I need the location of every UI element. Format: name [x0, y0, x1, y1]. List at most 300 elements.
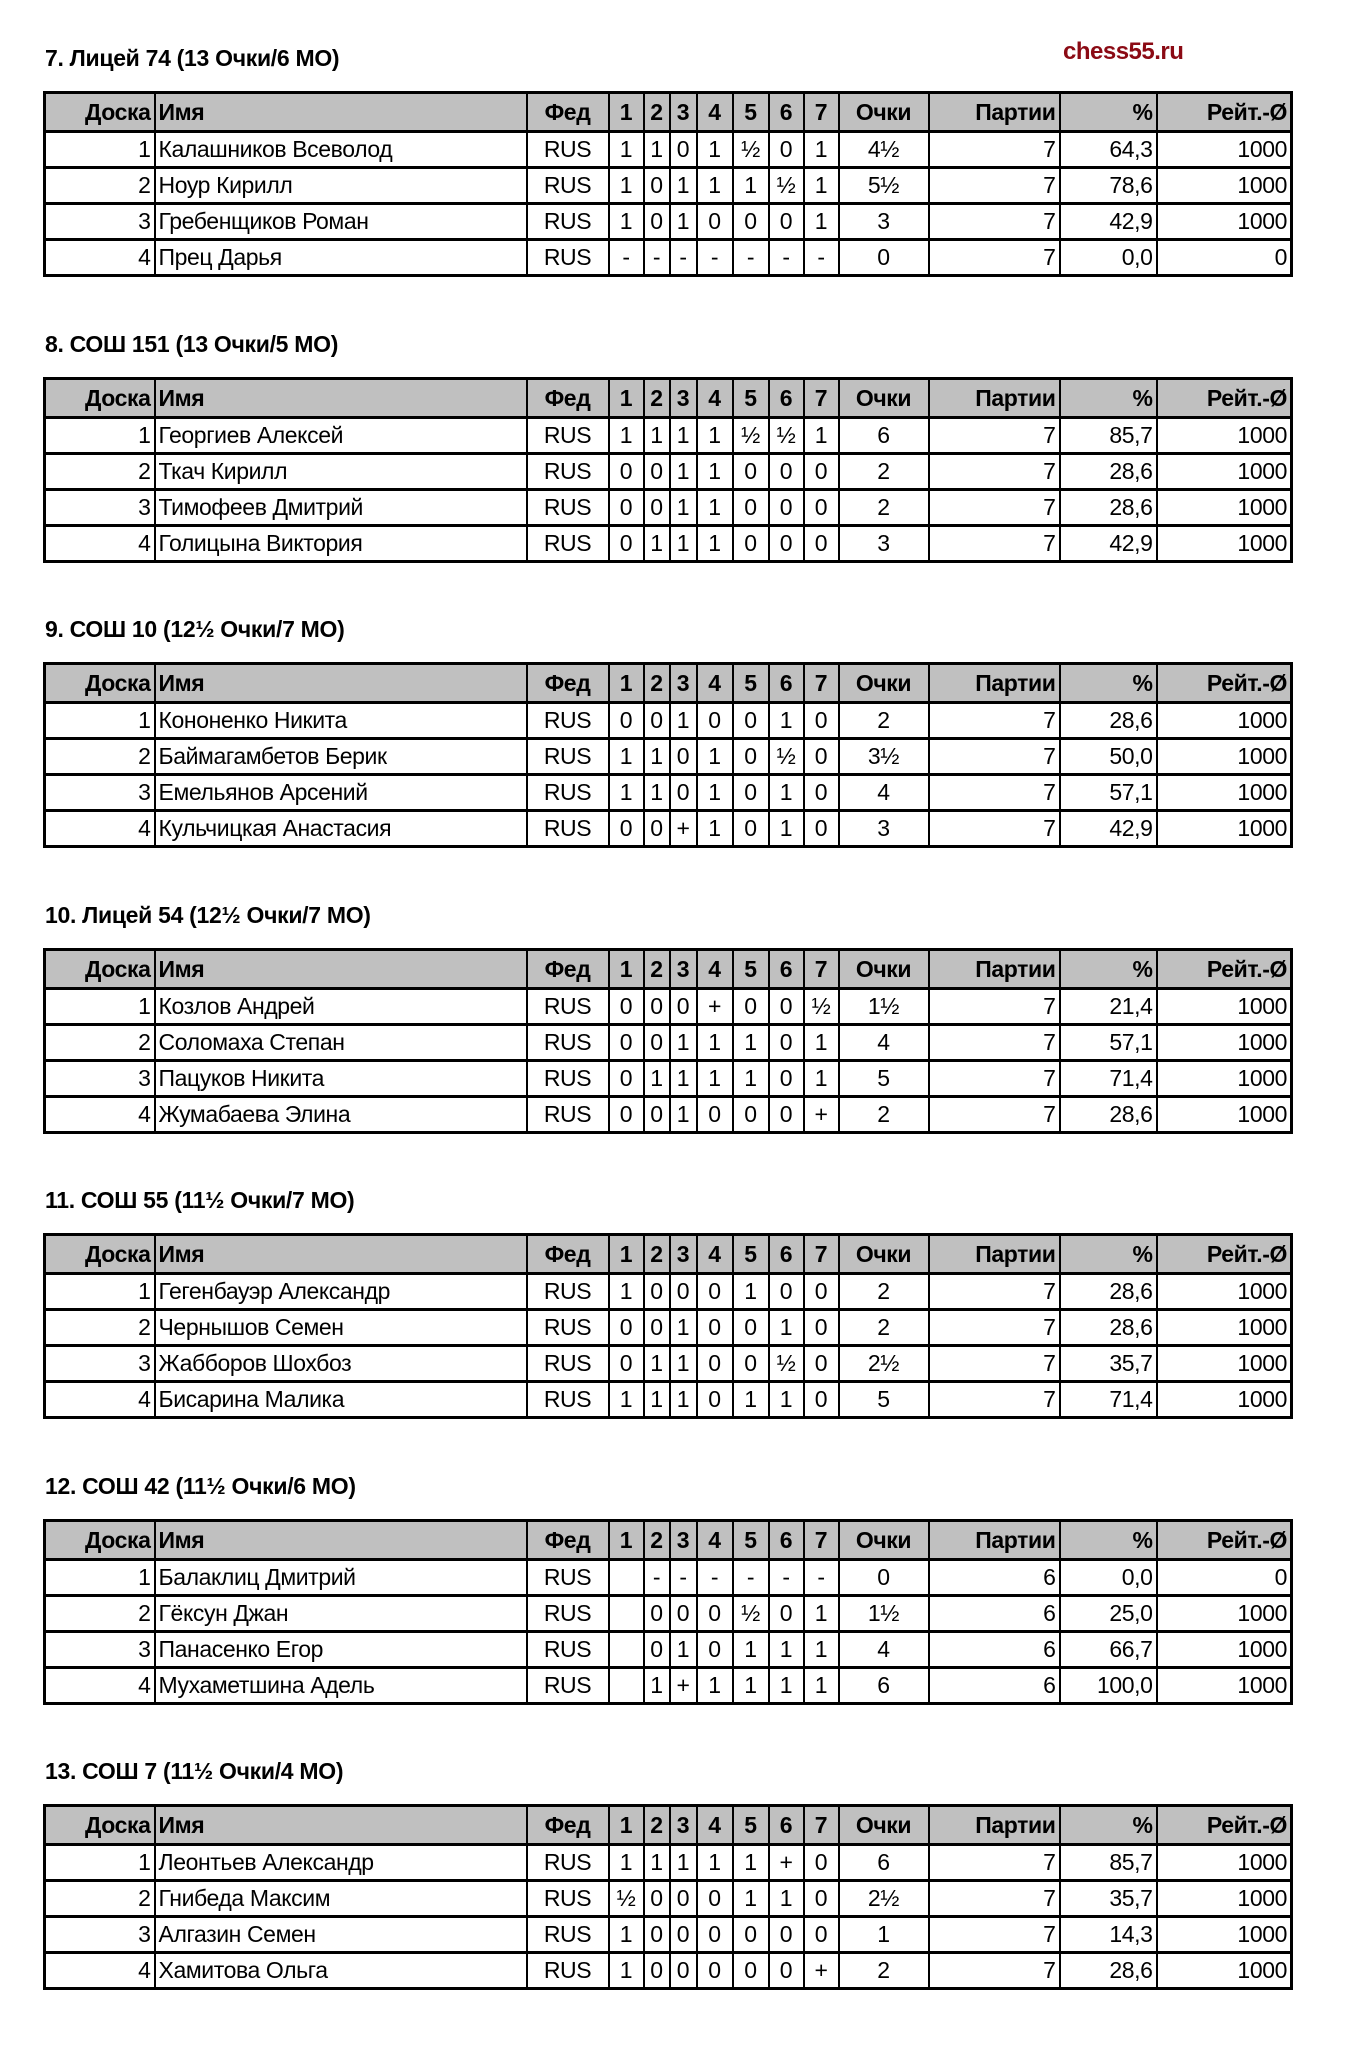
round-4-result-cell: 0	[697, 1274, 733, 1310]
round-5-result-cell: 0	[733, 775, 769, 811]
round-4-result-cell: 1	[697, 418, 733, 454]
round-7-result-cell: 1	[804, 204, 839, 240]
column-header-round-4: 4	[697, 379, 733, 418]
player-name-cell: Соломаха Степан	[155, 1025, 527, 1061]
player-name-cell: Кульчицкая Анастасия	[155, 811, 527, 847]
round-2-result-cell: 1	[644, 1845, 670, 1881]
round-4-result-cell: 0	[697, 1310, 733, 1346]
round-5-result-cell: 0	[733, 526, 769, 562]
percent-cell: 66,7	[1060, 1632, 1157, 1668]
round-7-result-cell: 0	[804, 490, 839, 526]
column-header-percent: %	[1060, 93, 1157, 132]
board-cell: 1	[45, 989, 155, 1025]
round-1-result-cell: 0	[609, 1025, 644, 1061]
column-header-round-5: 5	[733, 1806, 769, 1845]
games-cell: 6	[929, 1668, 1060, 1704]
column-header-round-5: 5	[733, 1235, 769, 1274]
column-header-round-6: 6	[769, 1521, 804, 1560]
table-header	[45, 93, 1292, 132]
round-7-result-cell: 0	[804, 1917, 839, 1953]
round-7-result-cell: 0	[804, 703, 839, 739]
round-6-result-cell: -	[769, 240, 804, 276]
table-body	[45, 132, 1292, 276]
round-1-result-cell	[609, 1632, 644, 1668]
round-2-result-cell: 1	[644, 775, 670, 811]
column-header-points: Очки	[839, 93, 929, 132]
column-header-round-5: 5	[733, 379, 769, 418]
column-header-round-3: 3	[670, 950, 697, 989]
column-header-round-4: 4	[697, 1806, 733, 1845]
federation-cell: RUS	[527, 1881, 609, 1917]
round-5-result-cell: 0	[733, 454, 769, 490]
column-header-name: Имя	[155, 664, 527, 703]
column-header-round-7: 7	[804, 950, 839, 989]
rating-avg-cell: 1000	[1157, 703, 1292, 739]
round-7-result-cell: 0	[804, 739, 839, 775]
round-2-result-cell: 0	[644, 454, 670, 490]
round-4-result-cell: 1	[697, 168, 733, 204]
percent-cell: 21,4	[1060, 989, 1157, 1025]
round-7-result-cell: 1	[804, 1668, 839, 1704]
table-row	[45, 454, 1292, 490]
federation-cell: RUS	[527, 703, 609, 739]
round-1-result-cell: 0	[609, 490, 644, 526]
games-cell: 7	[929, 1382, 1060, 1418]
board-cell: 3	[45, 1917, 155, 1953]
table-header	[45, 950, 1292, 989]
round-1-result-cell: 1	[609, 418, 644, 454]
round-1-result-cell	[609, 1560, 644, 1596]
table-row	[45, 204, 1292, 240]
board-cell: 2	[45, 1881, 155, 1917]
points-cell: 3½	[839, 739, 929, 775]
column-header-points: Очки	[839, 950, 929, 989]
table-row	[45, 1881, 1292, 1917]
games-cell: 6	[929, 1632, 1060, 1668]
team-title: 12. СОШ 42 (11½ Очки/6 МО)	[45, 1473, 356, 1499]
column-header-federation: Фед	[527, 950, 609, 989]
table-row	[45, 739, 1292, 775]
round-6-result-cell: 0	[769, 526, 804, 562]
board-cell: 1	[45, 418, 155, 454]
board-cell: 4	[45, 1953, 155, 1989]
column-header-round-3: 3	[670, 1521, 697, 1560]
federation-cell: RUS	[527, 775, 609, 811]
round-7-result-cell: 1	[804, 1632, 839, 1668]
rating-avg-cell: 0	[1157, 1560, 1292, 1596]
column-header-games: Партии	[929, 379, 1060, 418]
round-5-result-cell: ½	[733, 1596, 769, 1632]
round-1-result-cell: 1	[609, 1845, 644, 1881]
team-section	[0, 900, 1360, 1186]
column-header-federation: Фед	[527, 1806, 609, 1845]
rating-avg-cell: 1000	[1157, 1310, 1292, 1346]
round-1-result-cell: 0	[609, 1061, 644, 1097]
round-6-result-cell: 1	[769, 1310, 804, 1346]
round-7-result-cell: 1	[804, 418, 839, 454]
standings-table	[43, 377, 1293, 563]
round-5-result-cell: 0	[733, 1310, 769, 1346]
points-cell: 1½	[839, 1596, 929, 1632]
column-header-games: Партии	[929, 664, 1060, 703]
board-cell: 2	[45, 739, 155, 775]
team-section	[0, 43, 1360, 329]
federation-cell: RUS	[527, 811, 609, 847]
points-cell: 5	[839, 1061, 929, 1097]
round-3-result-cell: -	[670, 240, 697, 276]
round-5-result-cell: 0	[733, 1097, 769, 1133]
header-row	[45, 950, 1292, 989]
column-header-federation: Фед	[527, 379, 609, 418]
board-cell: 3	[45, 490, 155, 526]
federation-cell: RUS	[527, 204, 609, 240]
percent-cell: 50,0	[1060, 739, 1157, 775]
column-header-name: Имя	[155, 1235, 527, 1274]
table-header	[45, 664, 1292, 703]
table-header	[45, 1806, 1292, 1845]
points-cell: 2	[839, 490, 929, 526]
points-cell: 3	[839, 204, 929, 240]
round-4-result-cell: 1	[697, 811, 733, 847]
percent-cell: 71,4	[1060, 1382, 1157, 1418]
round-4-result-cell: 1	[697, 132, 733, 168]
round-3-result-cell: 0	[670, 775, 697, 811]
column-header-federation: Фед	[527, 664, 609, 703]
round-1-result-cell: 0	[609, 989, 644, 1025]
column-header-name: Имя	[155, 379, 527, 418]
round-5-result-cell: 1	[733, 1881, 769, 1917]
round-7-result-cell: 1	[804, 132, 839, 168]
round-4-result-cell: 1	[697, 1061, 733, 1097]
column-header-rating-avg: Рейт.-Ø	[1157, 950, 1292, 989]
round-2-result-cell: 0	[644, 989, 670, 1025]
round-1-result-cell: 1	[609, 132, 644, 168]
round-6-result-cell: ½	[769, 1346, 804, 1382]
player-name-cell: Ноур Кирилл	[155, 168, 527, 204]
team-section	[0, 329, 1360, 615]
column-header-rating-avg: Рейт.-Ø	[1157, 1235, 1292, 1274]
table-row	[45, 526, 1292, 562]
table-row	[45, 1382, 1292, 1418]
rating-avg-cell: 1000	[1157, 1346, 1292, 1382]
games-cell: 7	[929, 1845, 1060, 1881]
column-header-points: Очки	[839, 1806, 929, 1845]
round-2-result-cell: 0	[644, 1953, 670, 1989]
round-2-result-cell: 0	[644, 1025, 670, 1061]
percent-cell: 35,7	[1060, 1881, 1157, 1917]
round-3-result-cell: 0	[670, 1596, 697, 1632]
round-3-result-cell: 1	[670, 454, 697, 490]
round-4-result-cell: -	[697, 240, 733, 276]
round-7-result-cell: -	[804, 1560, 839, 1596]
games-cell: 7	[929, 1917, 1060, 1953]
games-cell: 6	[929, 1560, 1060, 1596]
federation-cell: RUS	[527, 526, 609, 562]
round-7-result-cell: 0	[804, 1274, 839, 1310]
board-cell: 3	[45, 204, 155, 240]
federation-cell: RUS	[527, 1346, 609, 1382]
percent-cell: 71,4	[1060, 1061, 1157, 1097]
column-header-round-4: 4	[697, 1521, 733, 1560]
round-3-result-cell: 1	[670, 1346, 697, 1382]
rating-avg-cell: 1000	[1157, 1025, 1292, 1061]
board-cell: 3	[45, 1346, 155, 1382]
column-header-board: Доска	[45, 379, 155, 418]
table-row	[45, 1274, 1292, 1310]
percent-cell: 42,9	[1060, 811, 1157, 847]
round-6-result-cell: 0	[769, 989, 804, 1025]
round-7-result-cell: 0	[804, 1881, 839, 1917]
round-7-result-cell: 0	[804, 775, 839, 811]
round-2-result-cell: 1	[644, 1061, 670, 1097]
team-section	[0, 614, 1360, 900]
round-3-result-cell: 1	[670, 1382, 697, 1418]
points-cell: 1	[839, 1917, 929, 1953]
round-2-result-cell: 1	[644, 418, 670, 454]
rating-avg-cell: 1000	[1157, 418, 1292, 454]
player-name-cell: Гнибеда Максим	[155, 1881, 527, 1917]
board-cell: 4	[45, 1668, 155, 1704]
round-4-result-cell: 1	[697, 1025, 733, 1061]
percent-cell: 57,1	[1060, 1025, 1157, 1061]
points-cell: 1½	[839, 989, 929, 1025]
round-4-result-cell: 0	[697, 1346, 733, 1382]
federation-cell: RUS	[527, 1274, 609, 1310]
games-cell: 7	[929, 1097, 1060, 1133]
round-3-result-cell: 1	[670, 1097, 697, 1133]
points-cell: 2	[839, 703, 929, 739]
round-5-result-cell: 0	[733, 1346, 769, 1382]
round-3-result-cell: 1	[670, 418, 697, 454]
column-header-round-3: 3	[670, 93, 697, 132]
rating-avg-cell: 1000	[1157, 454, 1292, 490]
round-6-result-cell: 0	[769, 1061, 804, 1097]
games-cell: 7	[929, 1310, 1060, 1346]
points-cell: 3	[839, 526, 929, 562]
federation-cell: RUS	[527, 739, 609, 775]
rating-avg-cell: 1000	[1157, 1061, 1292, 1097]
table-row	[45, 703, 1292, 739]
site-link[interactable]: chess55.ru	[1063, 38, 1184, 65]
standings-table	[43, 1519, 1293, 1705]
federation-cell: RUS	[527, 418, 609, 454]
round-2-result-cell: 0	[644, 1632, 670, 1668]
player-name-cell: Гёксун Джан	[155, 1596, 527, 1632]
player-name-cell: Хамитова Ольга	[155, 1953, 527, 1989]
round-7-result-cell: 0	[804, 1845, 839, 1881]
round-2-result-cell: 1	[644, 739, 670, 775]
points-cell: 6	[839, 1845, 929, 1881]
round-3-result-cell: +	[670, 811, 697, 847]
player-name-cell: Емельянов Арсений	[155, 775, 527, 811]
round-1-result-cell: 0	[609, 526, 644, 562]
round-3-result-cell: 1	[670, 1632, 697, 1668]
column-header-round-4: 4	[697, 1235, 733, 1274]
games-cell: 7	[929, 1274, 1060, 1310]
round-4-result-cell: 0	[697, 204, 733, 240]
round-6-result-cell: 0	[769, 1953, 804, 1989]
rating-avg-cell: 1000	[1157, 1632, 1292, 1668]
table-row	[45, 1668, 1292, 1704]
rating-avg-cell: 1000	[1157, 1382, 1292, 1418]
games-cell: 7	[929, 204, 1060, 240]
games-cell: 7	[929, 132, 1060, 168]
column-header-round-5: 5	[733, 93, 769, 132]
round-3-result-cell: 1	[670, 526, 697, 562]
round-1-result-cell: -	[609, 240, 644, 276]
round-2-result-cell: 0	[644, 1881, 670, 1917]
board-cell: 2	[45, 454, 155, 490]
federation-cell: RUS	[527, 1560, 609, 1596]
column-header-round-5: 5	[733, 950, 769, 989]
round-1-result-cell: 0	[609, 1346, 644, 1382]
round-3-result-cell: 0	[670, 989, 697, 1025]
column-header-points: Очки	[839, 379, 929, 418]
column-header-round-2: 2	[644, 1235, 670, 1274]
round-1-result-cell: 1	[609, 775, 644, 811]
federation-cell: RUS	[527, 1917, 609, 1953]
round-2-result-cell: 1	[644, 526, 670, 562]
points-cell: 2½	[839, 1881, 929, 1917]
round-6-result-cell: ½	[769, 739, 804, 775]
round-5-result-cell: 0	[733, 490, 769, 526]
round-5-result-cell: 1	[733, 1668, 769, 1704]
points-cell: 6	[839, 1668, 929, 1704]
percent-cell: 28,6	[1060, 490, 1157, 526]
column-header-round-1: 1	[609, 93, 644, 132]
player-name-cell: Козлов Андрей	[155, 989, 527, 1025]
points-cell: 2	[839, 1310, 929, 1346]
column-header-round-7: 7	[804, 1235, 839, 1274]
column-header-rating-avg: Рейт.-Ø	[1157, 379, 1292, 418]
federation-cell: RUS	[527, 1668, 609, 1704]
round-5-result-cell: 1	[733, 168, 769, 204]
team-section	[0, 1756, 1360, 2042]
round-7-result-cell: 1	[804, 1596, 839, 1632]
rating-avg-cell: 1000	[1157, 1845, 1292, 1881]
column-header-points: Очки	[839, 664, 929, 703]
round-4-result-cell: 0	[697, 1953, 733, 1989]
table-row	[45, 1560, 1292, 1596]
round-6-result-cell: 1	[769, 1881, 804, 1917]
column-header-round-1: 1	[609, 664, 644, 703]
team-section	[0, 1471, 1360, 1757]
board-cell: 3	[45, 1632, 155, 1668]
round-2-result-cell: 0	[644, 1310, 670, 1346]
federation-cell: RUS	[527, 132, 609, 168]
header-row	[45, 1521, 1292, 1560]
percent-cell: 64,3	[1060, 132, 1157, 168]
column-header-games: Партии	[929, 93, 1060, 132]
round-5-result-cell: 0	[733, 204, 769, 240]
round-4-result-cell: 0	[697, 1917, 733, 1953]
percent-cell: 0,0	[1060, 1560, 1157, 1596]
table-row	[45, 1346, 1292, 1382]
table-header	[45, 1235, 1292, 1274]
percent-cell: 28,6	[1060, 1097, 1157, 1133]
round-1-result-cell	[609, 1596, 644, 1632]
round-4-result-cell: 1	[697, 1845, 733, 1881]
table-body	[45, 989, 1292, 1133]
round-2-result-cell: 1	[644, 1668, 670, 1704]
column-header-round-7: 7	[804, 664, 839, 703]
round-3-result-cell: 1	[670, 1061, 697, 1097]
column-header-round-2: 2	[644, 93, 670, 132]
round-6-result-cell: ½	[769, 418, 804, 454]
round-5-result-cell: 0	[733, 811, 769, 847]
column-header-rating-avg: Рейт.-Ø	[1157, 1521, 1292, 1560]
round-4-result-cell: 1	[697, 490, 733, 526]
column-header-games: Партии	[929, 1521, 1060, 1560]
round-1-result-cell: 0	[609, 1310, 644, 1346]
board-cell: 2	[45, 168, 155, 204]
percent-cell: 14,3	[1060, 1917, 1157, 1953]
table-row	[45, 1917, 1292, 1953]
column-header-round-6: 6	[769, 379, 804, 418]
round-4-result-cell: 0	[697, 1881, 733, 1917]
points-cell: 4	[839, 1632, 929, 1668]
round-5-result-cell: 0	[733, 1953, 769, 1989]
round-6-result-cell: +	[769, 1845, 804, 1881]
federation-cell: RUS	[527, 1382, 609, 1418]
player-name-cell: Леонтьев Александр	[155, 1845, 527, 1881]
round-7-result-cell: +	[804, 1953, 839, 1989]
points-cell: 5½	[839, 168, 929, 204]
player-name-cell: Балаклиц Дмитрий	[155, 1560, 527, 1596]
round-6-result-cell: 0	[769, 1917, 804, 1953]
points-cell: 2	[839, 1274, 929, 1310]
column-header-name: Имя	[155, 93, 527, 132]
column-header-round-5: 5	[733, 1521, 769, 1560]
games-cell: 7	[929, 989, 1060, 1025]
header-row	[45, 1235, 1292, 1274]
round-2-result-cell: 0	[644, 1274, 670, 1310]
board-cell: 4	[45, 1382, 155, 1418]
player-name-cell: Бисарина Малика	[155, 1382, 527, 1418]
table-row	[45, 989, 1292, 1025]
round-7-result-cell: ½	[804, 989, 839, 1025]
round-3-result-cell: 1	[670, 204, 697, 240]
board-cell: 1	[45, 1274, 155, 1310]
round-7-result-cell: 1	[804, 1025, 839, 1061]
percent-cell: 28,6	[1060, 1953, 1157, 1989]
round-2-result-cell: 0	[644, 811, 670, 847]
percent-cell: 25,0	[1060, 1596, 1157, 1632]
points-cell: 2	[839, 1953, 929, 1989]
federation-cell: RUS	[527, 1097, 609, 1133]
round-5-result-cell: 1	[733, 1274, 769, 1310]
player-name-cell: Жабборов Шохбоз	[155, 1346, 527, 1382]
table-row	[45, 1632, 1292, 1668]
column-header-federation: Фед	[527, 1521, 609, 1560]
team-section	[0, 1185, 1360, 1471]
round-5-result-cell: -	[733, 1560, 769, 1596]
games-cell: 7	[929, 490, 1060, 526]
federation-cell: RUS	[527, 240, 609, 276]
board-cell: 4	[45, 811, 155, 847]
table-row	[45, 168, 1292, 204]
column-header-board: Доска	[45, 1235, 155, 1274]
federation-cell: RUS	[527, 1061, 609, 1097]
column-header-round-2: 2	[644, 1521, 670, 1560]
column-header-board: Доска	[45, 1806, 155, 1845]
round-1-result-cell: 1	[609, 1917, 644, 1953]
table-body	[45, 1274, 1292, 1418]
games-cell: 7	[929, 454, 1060, 490]
round-7-result-cell: 0	[804, 1310, 839, 1346]
column-header-games: Партии	[929, 950, 1060, 989]
round-1-result-cell: 0	[609, 454, 644, 490]
